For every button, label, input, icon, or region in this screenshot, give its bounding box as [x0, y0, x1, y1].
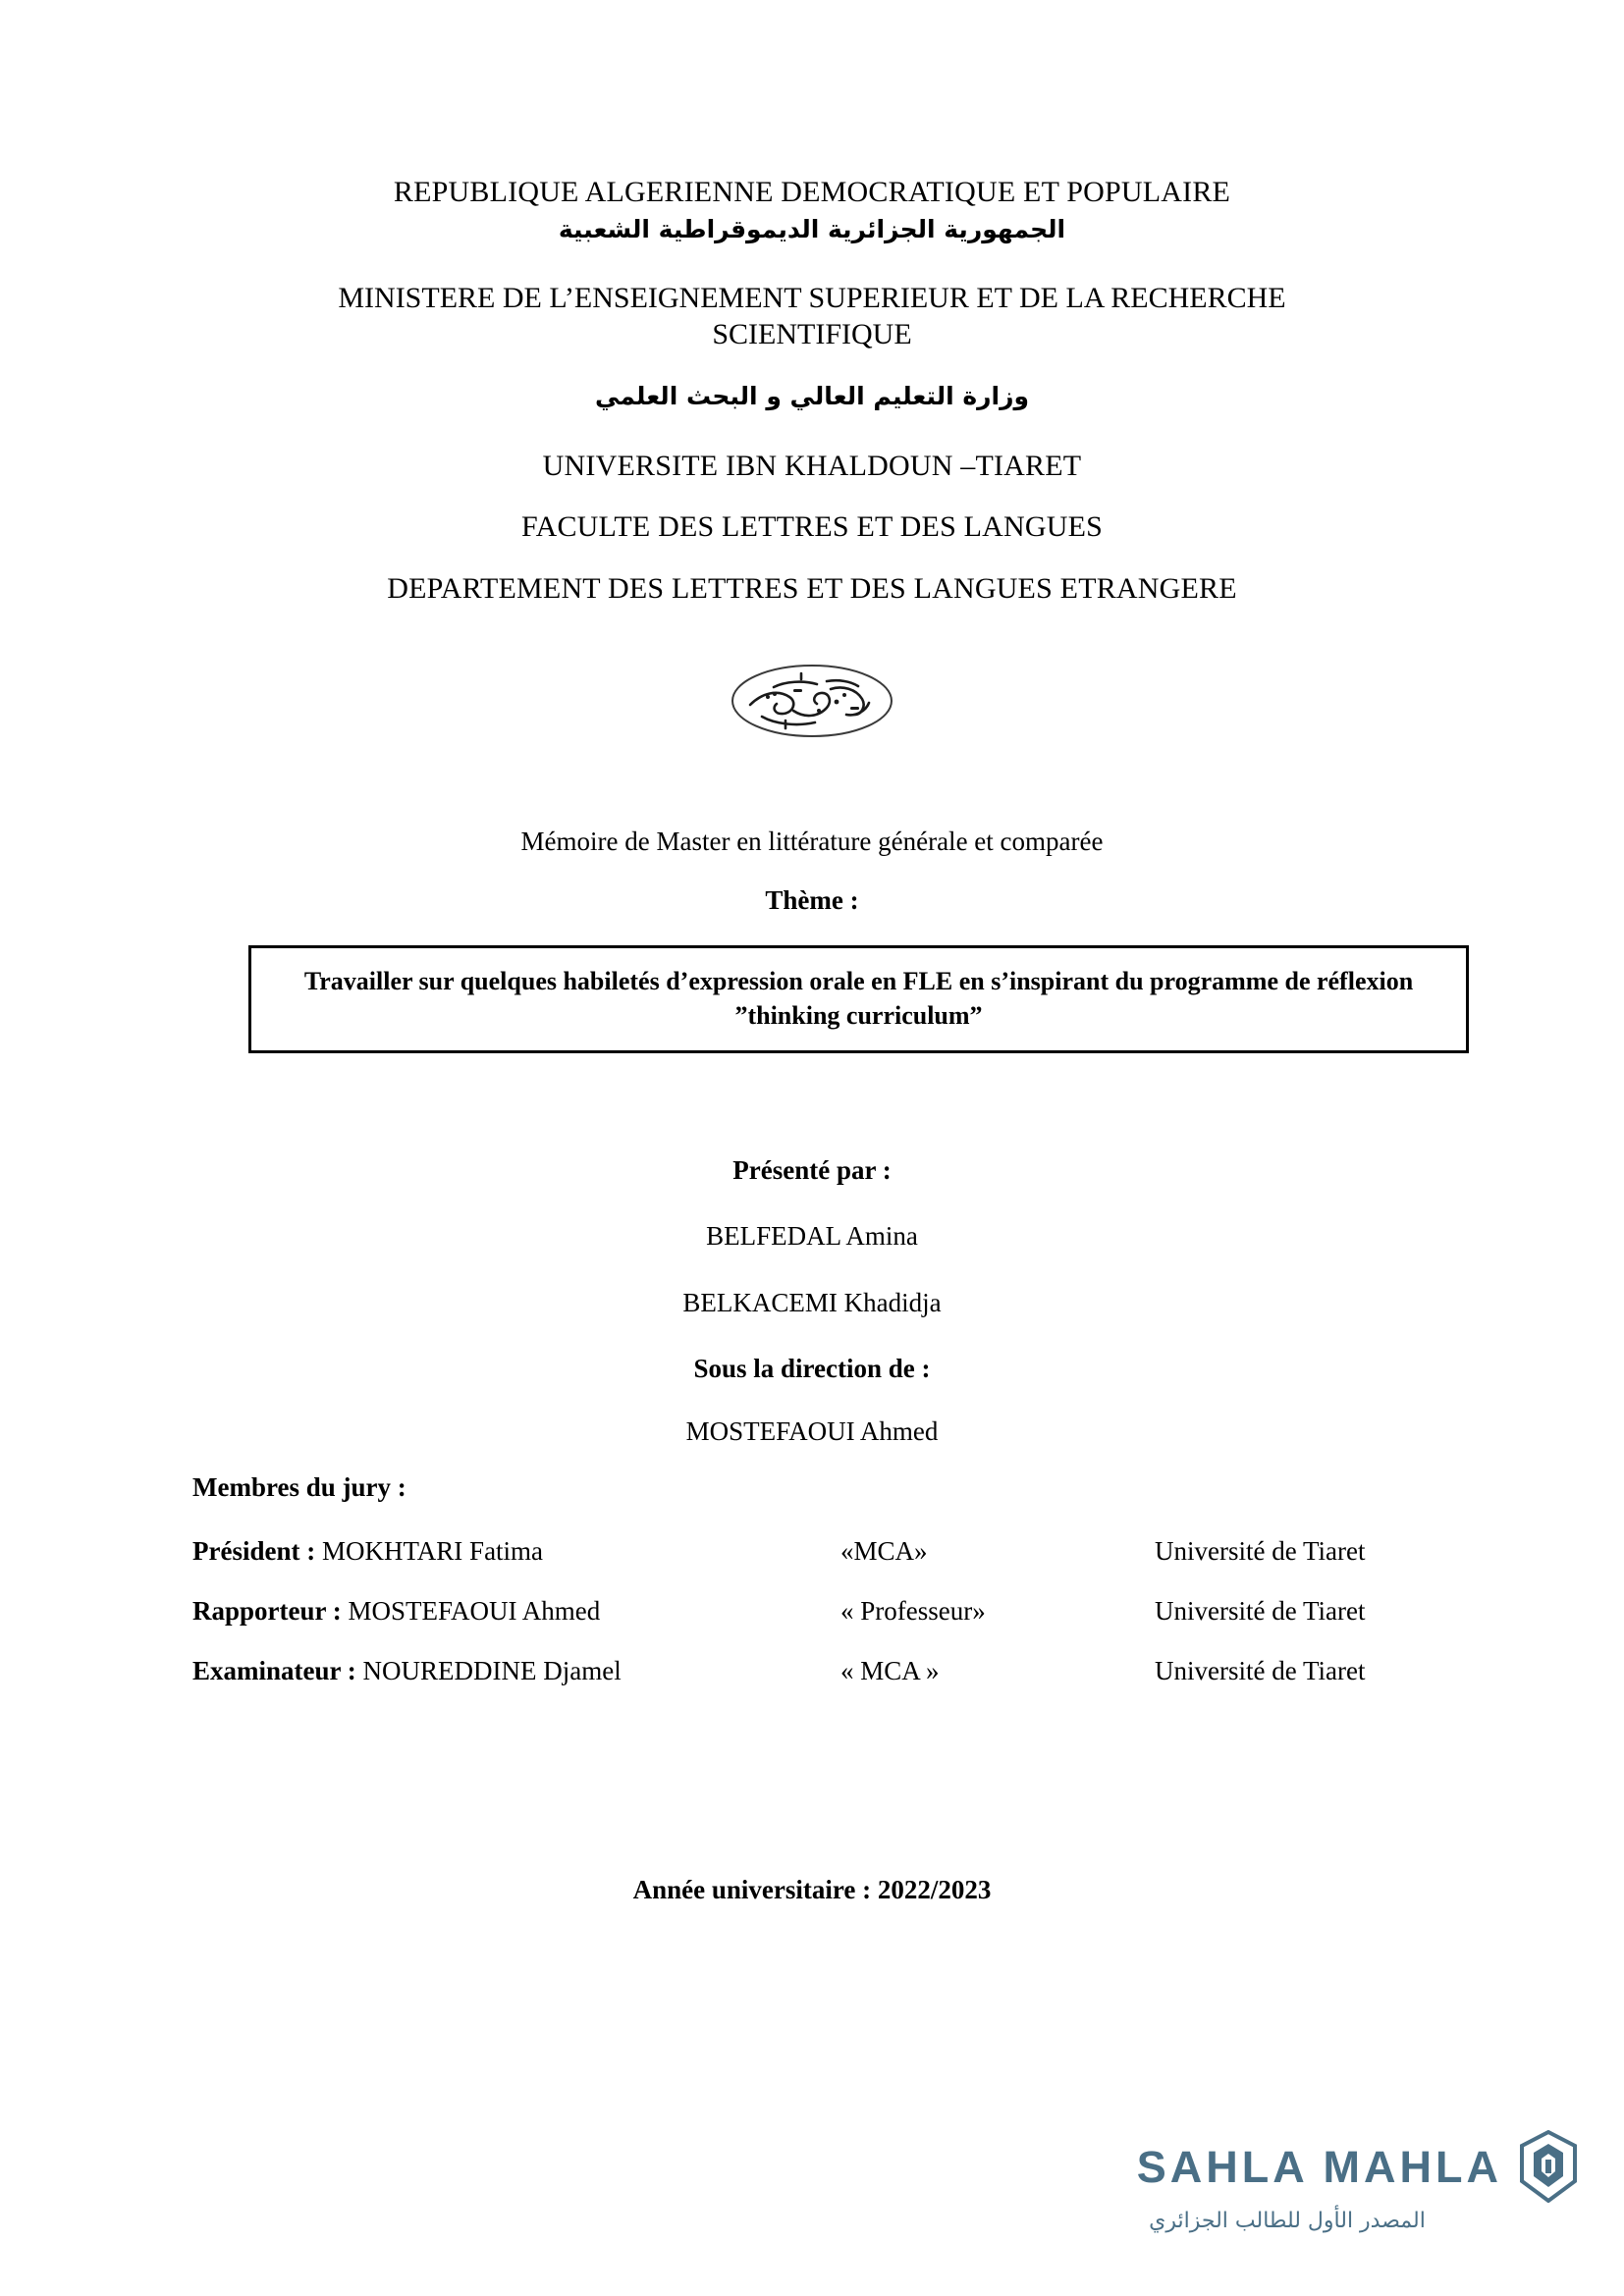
- jury-member-name: MOSTEFAOUI Ahmed: [348, 1596, 601, 1626]
- department-line: DEPARTEMENT DES LETTRES ET DES LANGUES ETRANGERE: [387, 571, 1237, 605]
- jury-university-cell: Université de Tiaret: [1155, 1596, 1366, 1626]
- thesis-title: Travailler sur quelques habiletés d’expression orale en FLE en s’inspirant du programme de réflexion ”thinking curriculum”: [303, 967, 1414, 1030]
- republic-line-ar: الجمهورية الجزائرية الديموقراطية الشعبية: [558, 214, 1066, 243]
- document-header: [0, 175, 1624, 608]
- watermark-tagline: المصدر الأول للطالب الجزائري: [1149, 2209, 1426, 2233]
- sahla-mahla-watermark: [1070, 2130, 1581, 2277]
- theme-label: Thème :: [765, 885, 859, 915]
- jury-title: Membres du jury :: [192, 1472, 406, 1502]
- jury-role-cell: [192, 1536, 840, 1596]
- jury-grade-cell: « Professeur»: [840, 1596, 986, 1626]
- jury-member-name: NOUREDDINE Djamel: [362, 1656, 622, 1685]
- jury-role-cell: [192, 1596, 840, 1656]
- ministry-line-fr: MINISTERE DE L’ENSEIGNEMENT SUPERIEUR ET DE LA RECHERCHE SCIENTIFIQUE: [338, 282, 1286, 350]
- author-name-2: BELKACEMI Khadidja: [682, 1288, 942, 1317]
- presented-by-label: Présenté par :: [732, 1155, 892, 1185]
- jury-table: [192, 1536, 1469, 1716]
- jury-role-label: Président :: [192, 1536, 316, 1566]
- degree-line: Mémoire de Master en littérature générale et comparée: [520, 827, 1104, 856]
- jury-role-cell: [192, 1656, 840, 1716]
- jury-role-label: Rapporteur :: [192, 1596, 342, 1626]
- jury-university-cell: Université de Tiaret: [1155, 1536, 1366, 1566]
- ministry-line-ar: وزارة التعليم العالي و البحث العلمي: [594, 382, 1030, 411]
- faculty-line: FACULTE DES LETTRES ET DES LANGUES: [520, 510, 1104, 544]
- university-seal-wrapper: [0, 660, 1624, 742]
- jury-role-label: Examinateur :: [192, 1656, 356, 1685]
- table-row: [192, 1596, 1469, 1656]
- university-line: UNIVERSITE IBN KHALDOUN –TIARET: [542, 449, 1082, 482]
- watermark-row: [1070, 2130, 1581, 2203]
- jury-grade-cell: «MCA»: [840, 1536, 928, 1566]
- jury-member-name: MOKHTARI Fatima: [321, 1536, 544, 1566]
- table-row: [192, 1536, 1469, 1596]
- theme-box: [248, 945, 1469, 1053]
- university-seal-icon: [729, 660, 895, 742]
- sahla-mahla-logo-icon: [1516, 2130, 1581, 2203]
- watermark-brand: SAHLA MAHLA: [1136, 2141, 1502, 2192]
- table-row: [192, 1656, 1469, 1716]
- republic-line-fr: REPUBLIQUE ALGERIENNE DEMOCRATIQUE ET POPULAIRE: [393, 176, 1231, 208]
- jury-university-cell: Université de Tiaret: [1155, 1656, 1366, 1685]
- supervised-by-label: Sous la direction de :: [693, 1354, 931, 1383]
- author-name-1: BELFEDAL Amina: [706, 1221, 918, 1251]
- supervisor-name: MOSTEFAOUI Ahmed: [685, 1416, 939, 1446]
- jury-grade-cell: « MCA »: [840, 1656, 940, 1685]
- academic-year: Année universitaire : 2022/2023: [632, 1875, 992, 1904]
